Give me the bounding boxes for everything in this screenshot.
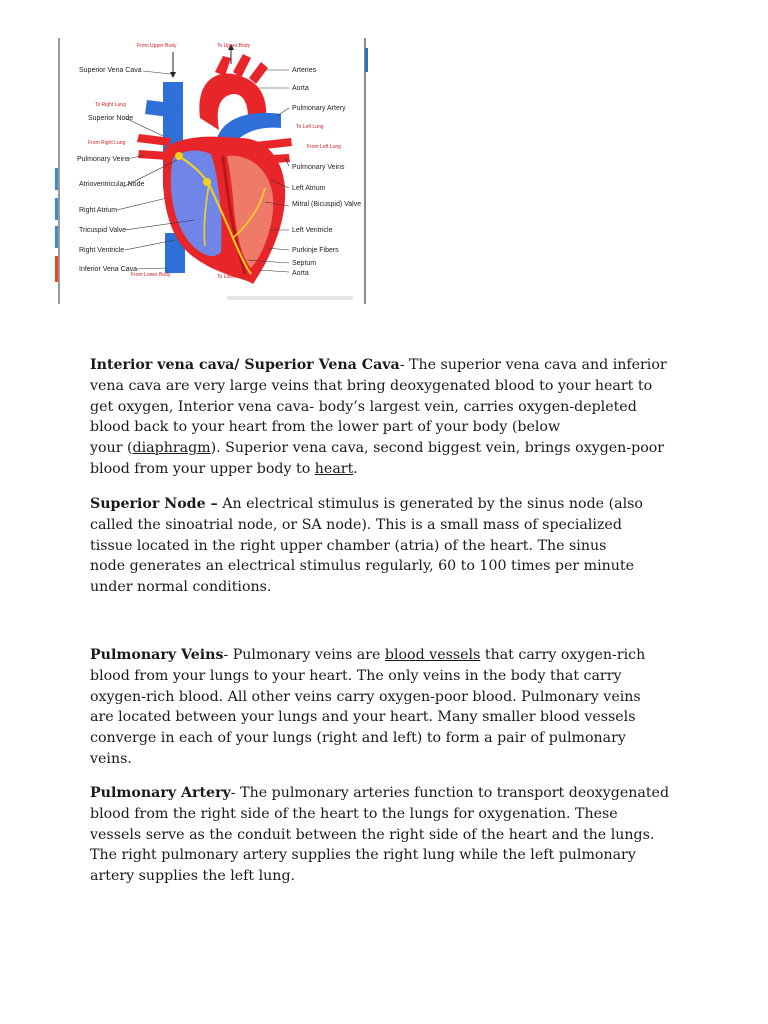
paragraph-text: The pulmonary arteries function to transport deoxygenated blood from the right side of the heart to the lungs for oxygenation. These vessels serve as the conduit between the right side of the heart and the lungs. The right pulmonary artery supplies the right lung while the left pulmonary artery supplies the left lung. <box>90 785 670 885</box>
label-from-upper-body: From Upper Body <box>137 43 177 49</box>
paragraph-superior-node <box>90 494 643 598</box>
label-pulmonary-artery: Pulmonary Artery <box>292 105 346 112</box>
label-tricuspid-valve: Tricuspid Valve <box>79 227 127 234</box>
separator: – <box>205 496 218 512</box>
label-superior-vena-cava: Superior Vena Cava <box>79 67 142 74</box>
term-pulmonary-veins: Pulmonary Veins <box>90 647 224 663</box>
label-aorta-top: Aorta <box>292 85 309 92</box>
paragraph-vena-cava <box>90 355 667 480</box>
link-diaphragm[interactable]: diaphragm <box>132 440 211 457</box>
paragraph-text: An electrical stimulus is generated by the sinus node (also called the sinoatrial node, or SA node). This is a small mass of specialized tissue located in the right upper chamber (atria) of the heart. The sinus node generates an electrical stimulus regularly, 60 to 100 times per minute under normal conditions. <box>90 496 643 596</box>
paragraph-text: that carry oxygen-rich blood from your lungs to your heart. The only veins in the body that carry oxygen-rich blood. All other veins carry oxygen-poor blood. Pulmonary veins are located between your lungs and your heart. Many smaller blood vessels converge in each of your lungs (right and left) to form a pair of pulmonary veins. <box>90 647 646 767</box>
label-to-lower-body: To Lower Body <box>217 274 251 280</box>
label-purkinje-fibers: Purkinje Fibers <box>292 247 339 254</box>
paragraph-text: The superior vena cava and inferior vena cava are very large veins that bring deoxygenated blood to your heart to get oxygen, Interior vena cava- body’s largest vein, carries oxygen-depleted blood back to your heart from the lower part of your body (below your ( <box>90 357 667 457</box>
label-mitral-valve: Mitral (Bicuspid) Valve <box>292 201 362 208</box>
separator: - <box>223 647 229 663</box>
label-atrioventricular-node: Atrioventricular Node <box>79 181 145 188</box>
label-from-left-lung: From Left Lung <box>307 144 341 150</box>
term-vena-cava: Interior vena cava/ Superior Vena Cava <box>90 357 400 373</box>
label-left-ventricle: Left Ventricle <box>292 227 333 234</box>
heart-diagram <box>55 38 368 304</box>
link-heart[interactable]: heart <box>314 460 354 477</box>
paragraph-pulmonary-veins <box>90 645 645 770</box>
separator: - <box>230 785 236 801</box>
label-pulmonary-veins-left: Pulmonary Veins <box>77 156 130 163</box>
label-right-atrium: Right Atrium <box>79 207 118 214</box>
paragraph-text: Pulmonary veins are <box>228 647 385 663</box>
label-to-left-lung: To Left Lung <box>296 124 324 130</box>
term-superior-node: Superior Node <box>90 496 206 512</box>
paragraph-text: ). Superior vena cava, second biggest vein, brings oxygen-poor blood from your upper body to <box>90 440 665 477</box>
label-right-ventricle: Right Ventricle <box>79 247 125 254</box>
paragraph-text: . <box>353 460 358 477</box>
link-blood-vessels[interactable]: blood vessels <box>384 647 481 663</box>
label-to-right-lung: To Right Lung <box>95 102 126 108</box>
label-superior-node: Superior Node <box>88 115 134 122</box>
label-arteries: Arteries <box>292 67 317 74</box>
label-from-right-lung: From Right Lung <box>88 140 126 146</box>
term-pulmonary-artery: Pulmonary Artery <box>90 785 231 801</box>
label-from-lower-body: From Lower Body <box>131 272 171 278</box>
label-to-upper-body: To Upper Body <box>217 43 251 49</box>
paragraph-pulmonary-artery <box>90 783 669 887</box>
heart-diagram-svg <box>55 38 368 304</box>
label-left-atrium: Left Atrium <box>292 185 326 192</box>
label-aorta-bottom: Aorta <box>292 270 309 277</box>
label-inferior-vena-cava: Inferior Vena Cava <box>79 266 137 273</box>
label-septum: Septum <box>292 260 317 267</box>
label-pulmonary-veins-right: Pulmonary Veins <box>292 164 345 171</box>
separator: - <box>399 357 405 373</box>
